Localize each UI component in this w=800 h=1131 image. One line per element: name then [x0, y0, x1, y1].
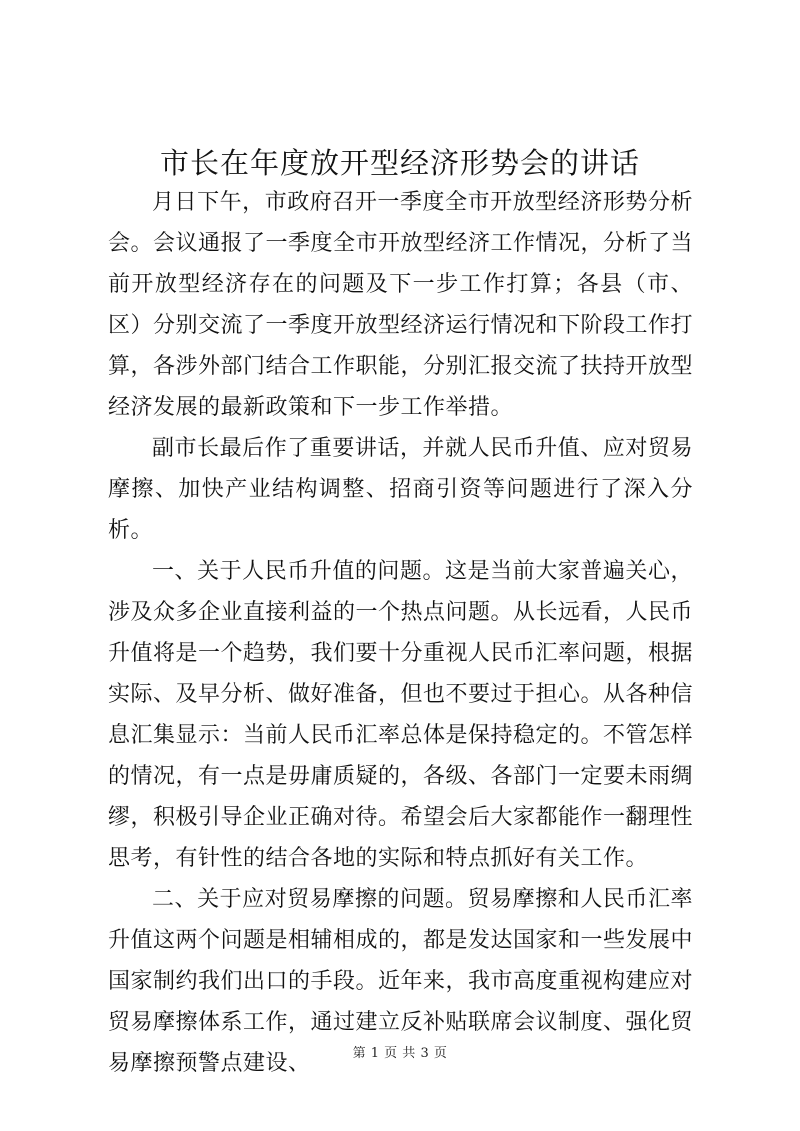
document-body — [108, 182, 693, 1084]
paragraph-2: 副市长最后作了重要讲话，并就人民币升值、应对贸易摩擦、加快产业结构调整、招商引资等问题进行了深入分析。 — [108, 436, 693, 543]
document-title: 市长在年度放开型经济形势会的讲话 — [159, 146, 640, 180]
paragraph-3: 一、关于人民币升值的问题。这是当前大家普遍关心，涉及众多企业直接利益的一个热点问题。从长远看，人民币升值将是一个趋势，我们要十分重视人民币汇率问题，根据实际、及早分析、做好准备，但也不要过于担心。从各种信息汇集显示：当前人民币汇率总体是保持稳定的。不管怎样的情况，有一点是毋庸质疑的，各级、各部门一定要未雨绸缪，积极引导企业正确对待。希望会后大家都能作一翻理性思考，有针性的结合各地的实际和特点抓好有关工作。 — [108, 559, 694, 871]
paragraph-1: 月日下午，市政府召开一季度全市开放型经济形势分析会。会议通报了一季度全市开放型经济工作情况，分析了当前开放型经济存在的问题及下一步工作打算；各县（市、区）分别交流了一季度开放型经济运行情况和下阶段工作打算，各涉外部门结合工作职能，分别汇报交流了扶持开放型经济发展的最新政策和下一步工作举措。 — [108, 190, 694, 420]
paragraph-4: 二、关于应对贸易摩擦的问题。贸易摩擦和人民币汇率升值这两个问题是相辅相成的，都是发达国家和一些发展中国家制约我们出口的手段。近年来，我市高度重视构建应对贸易摩擦体系工作，通过建立反补贴联席会议制度、强化贸易摩擦预警点建设、 — [108, 887, 694, 1076]
page-footer: 第 1 页 共 3 页 — [352, 1046, 448, 1061]
